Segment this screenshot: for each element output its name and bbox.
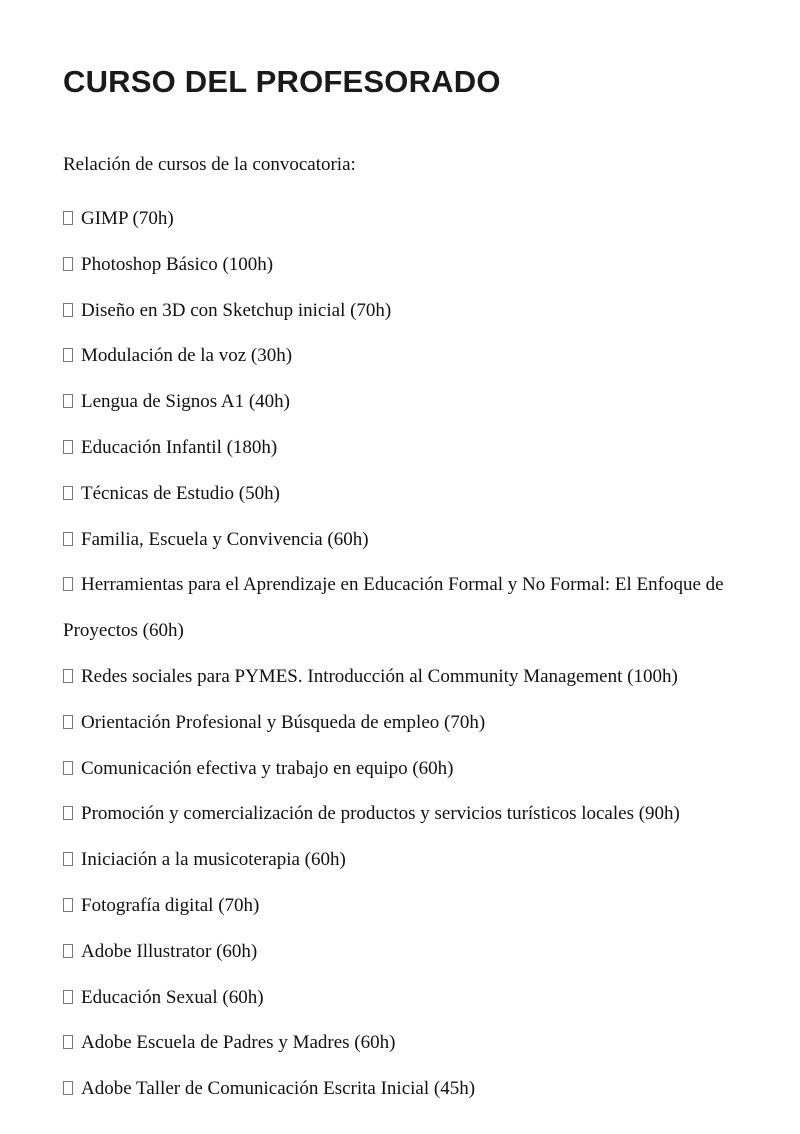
list-item [63,242,768,288]
list-item [63,791,768,837]
course-label: Iniciación a la musicoterapia (60h) [81,849,346,871]
missing-glyph-box-icon [63,761,73,775]
missing-glyph-box-icon [63,577,73,591]
list-item [63,700,768,746]
list-item [63,425,768,471]
missing-glyph-box-icon [63,303,73,317]
course-label: Diseño en 3D con Sketchup inicial (70h) [81,299,392,321]
course-label: Fotografía digital (70h) [81,894,260,916]
list-item [63,379,768,425]
list-item [63,288,768,334]
missing-glyph-box-icon [63,486,73,500]
missing-glyph-box-icon [63,532,73,546]
missing-glyph-box-icon [63,440,73,454]
list-item [63,517,768,563]
missing-glyph-box-icon [63,348,73,362]
list-item [63,562,768,654]
course-label: Herramientas para el Aprendizaje en Educación Formal y No Formal: El Enfoque de Proyectos (60h) [63,574,724,642]
course-label: Familia, Escuela y Convivencia (60h) [81,528,369,550]
course-label: Promoción y comercialización de productos y servicios turísticos locales (90h) [81,803,680,825]
missing-glyph-box-icon [63,1035,73,1049]
missing-glyph-box-icon [63,1081,73,1095]
list-item [63,471,768,517]
list-item [63,1020,768,1066]
list-item [63,837,768,883]
missing-glyph-box-icon [63,211,73,225]
missing-glyph-box-icon [63,852,73,866]
course-label: GIMP (70h) [81,208,174,229]
course-label: Lengua de Signos A1 (40h) [81,391,290,413]
course-label: Técnicas de Estudio (50h) [81,482,280,504]
list-item [63,746,768,792]
missing-glyph-box-icon [63,898,73,912]
missing-glyph-box-icon [63,257,73,271]
missing-glyph-box-icon [63,669,73,683]
course-label: Redes sociales para PYMES. Introducción al Community Management (100h) [81,665,678,687]
list-item [63,654,768,700]
course-label: Adobe Illustrator (60h) [81,940,258,962]
list-item [63,333,768,379]
course-label: Orientación Profesional y Búsqueda de empleo (70h) [81,711,486,733]
course-label: Adobe Escuela de Padres y Madres (60h) [81,1032,396,1054]
course-label: Photoshop Básico (100h) [81,253,274,275]
course-label: Adobe Taller de Comunicación Escrita Inicial (45h) [81,1078,476,1100]
list-item [63,196,768,242]
missing-glyph-box-icon [63,394,73,408]
list-item [63,883,768,929]
missing-glyph-box-icon [63,806,73,820]
missing-glyph-box-icon [63,990,73,1004]
course-label: Modulación de la voz (30h) [81,345,293,367]
missing-glyph-box-icon [63,715,73,729]
missing-glyph-box-icon [63,944,73,958]
page-title: CURSO DEL PROFESORADO [63,64,501,99]
list-item [63,1066,768,1112]
course-label: Educación Sexual (60h) [81,986,264,1008]
intro-text: Relación de cursos de la convocatoria: [63,154,356,175]
course-list [63,196,768,1112]
list-item [63,975,768,1021]
course-label: Comunicación efectiva y trabajo en equipo (60h) [81,757,454,779]
course-label: Educación Infantil (180h) [81,436,278,458]
list-item [63,929,768,975]
